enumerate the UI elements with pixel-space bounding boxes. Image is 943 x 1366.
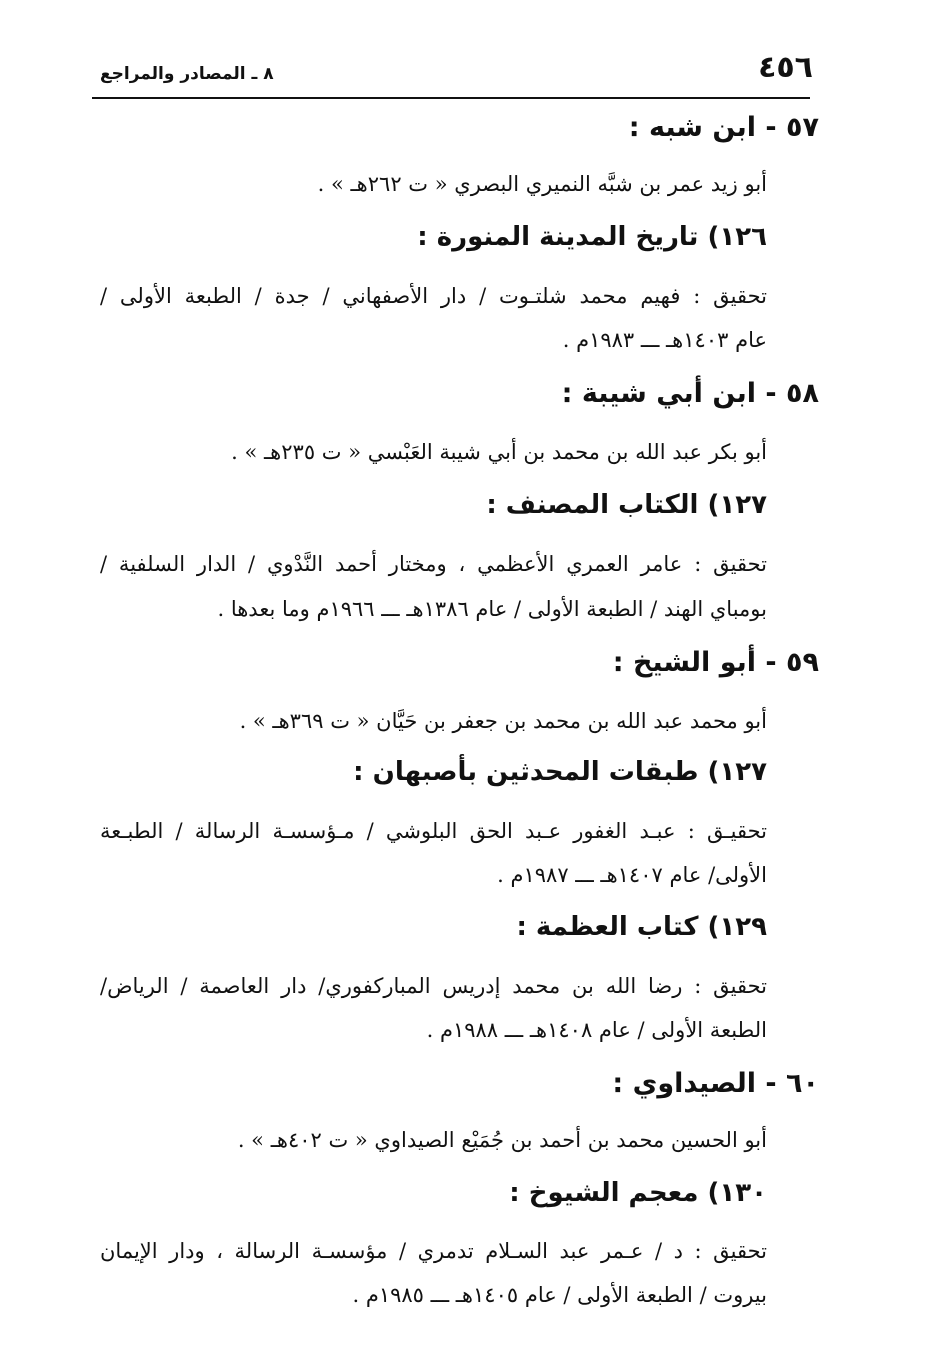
- header-rule: [92, 97, 810, 99]
- book-details-line: عام ١٤٠٣هـ ـــ ١٩٨٣م .: [562, 328, 767, 352]
- book-title: ١٢٧) الكتاب المصنف :: [486, 490, 767, 520]
- page-number: ٤٥٦: [758, 50, 813, 85]
- book-details-line: تحقيق : د / عـمر عبد السـلام تدمري / مؤسسـة الرسالة ، ودار الإيمان: [100, 1239, 767, 1263]
- author-bio: أبو محمد عبد الله بن محمد بن جعفر بن حَيَّان « ت ٣٦٩هـ » .: [239, 709, 767, 733]
- book-details-line: تحقيق : رضا الله بن محمد إدريس المباركفوري/ دار العاصمة / الرياض/: [100, 974, 767, 998]
- book-details-line: بومباي الهند / الطبعة الأولى / عام ١٣٨٦هـ ـــ ١٩٦٦م وما بعدها .: [217, 597, 767, 621]
- book-title: ١٣٠) معجم الشيوخ :: [509, 1178, 767, 1208]
- book-details-line: الطبعة الأولى / عام ١٤٠٨هـ ـــ ١٩٨٨م .: [426, 1018, 767, 1042]
- author-bio: أبو بكر عبد الله بن محمد بن أبي شيبة العَبْسي « ت ٢٣٥هـ » .: [231, 440, 767, 464]
- author-heading: ٦٠ - الصيداوي :: [612, 1068, 819, 1099]
- author-heading: ٥٩ - أبو الشيخ :: [612, 647, 819, 678]
- author-bio: أبو زيد عمر بن شبَّه النميري البصري « ت ٢٦٢هـ » .: [317, 172, 767, 196]
- book-details-line: الأولى/ عام ١٤٠٧هـ ـــ ١٩٨٧م .: [497, 863, 767, 887]
- book-details-line: بيروت / الطبعة الأولى / عام ١٤٠٥هـ ـــ ١٩٨٥م .: [352, 1283, 767, 1307]
- author-heading: ٥٨ - ابن أبي شيبة :: [561, 378, 819, 409]
- book-details-line: تحقيق : فهيم محمد شلتـوت / دار الأصفهاني / جدة / الطبعة الأولى /: [100, 284, 767, 308]
- book-title: ١٢٦) تاريخ المدينة المنورة :: [417, 222, 767, 252]
- book-title: ١٢٩) كتاب العظمة :: [516, 912, 767, 942]
- running-header-section-title: ٨ ـ المصادر والمراجع: [100, 64, 274, 84]
- book-details-line: تحقيق : عامر العمري الأعظمي ، ومختار أحمد النَّدْوي / الدار السلفية /: [100, 552, 767, 576]
- book-details-line: تحقيـق : عبـد الغفور عـبد الحق البلوشي / مـؤسسـة الرسالة / الطبـعة: [100, 819, 767, 843]
- author-bio: أبو الحسين محمد بن أحمد بن جُمَيْع الصيداوي « ت ٤٠٢هـ » .: [237, 1128, 767, 1152]
- book-title: ١٢٧) طبقات المحدثين بأصبهان :: [353, 757, 767, 787]
- author-heading: ٥٧ - ابن شبه :: [628, 112, 819, 143]
